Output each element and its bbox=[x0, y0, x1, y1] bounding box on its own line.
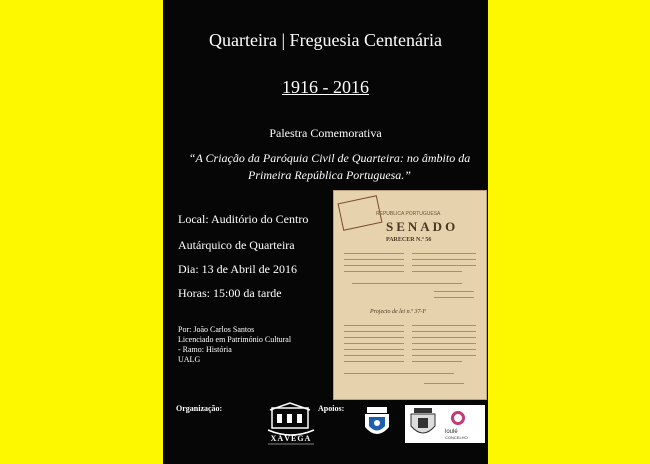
xavega-logo bbox=[260, 402, 322, 450]
poster-title: Quarteira | Freguesia Centenária bbox=[209, 30, 442, 50]
document-parecer: PARECER N.º 56 bbox=[386, 237, 432, 243]
author-branch: - Ramo: História bbox=[178, 345, 232, 354]
supporters-box bbox=[405, 405, 485, 443]
author-university: UALG bbox=[178, 355, 201, 364]
loule-name: loulé bbox=[445, 429, 458, 435]
document-title: SENADO bbox=[386, 219, 459, 234]
location-line2: Autárquico de Quarteira bbox=[178, 238, 295, 252]
document-header: REPUBLICA PORTUGUESA bbox=[376, 211, 441, 217]
organization-label: Organização: bbox=[176, 404, 223, 413]
supporters-label: Apoios: bbox=[318, 404, 345, 413]
author-name: Por: João Carlos Santos bbox=[178, 325, 255, 334]
municipality-crest-icon bbox=[408, 407, 438, 441]
location-line1: Local: Auditório do Centro bbox=[178, 212, 309, 226]
lecture-title-line1: “A Criação da Paróquia Civil de Quarteira: no âmbito da bbox=[188, 151, 471, 165]
quarteira-crest bbox=[361, 405, 393, 443]
years-heading: 1916 - 2016 bbox=[282, 77, 369, 97]
document-project: Projecto de lei n.º 37-F bbox=[370, 309, 427, 315]
date-line: Dia: 13 de Abril de 2016 bbox=[178, 262, 297, 276]
author-degree: Licenciado em Património Cultural bbox=[178, 335, 292, 344]
time-line: Horas: 15:00 da tarde bbox=[178, 286, 282, 300]
author-info bbox=[178, 325, 291, 365]
loule-icon bbox=[451, 411, 465, 425]
xavega-name: XÁVEGA bbox=[270, 434, 312, 443]
coat-of-arms-icon bbox=[361, 405, 393, 443]
historical-document bbox=[333, 190, 487, 400]
loule-subtitle: CONCELHO bbox=[445, 435, 468, 440]
event-type: Palestra Comemorativa bbox=[269, 126, 382, 140]
lecture-title-line2: Primeira República Portuguesa.” bbox=[248, 168, 411, 182]
lecture-title bbox=[177, 150, 482, 184]
